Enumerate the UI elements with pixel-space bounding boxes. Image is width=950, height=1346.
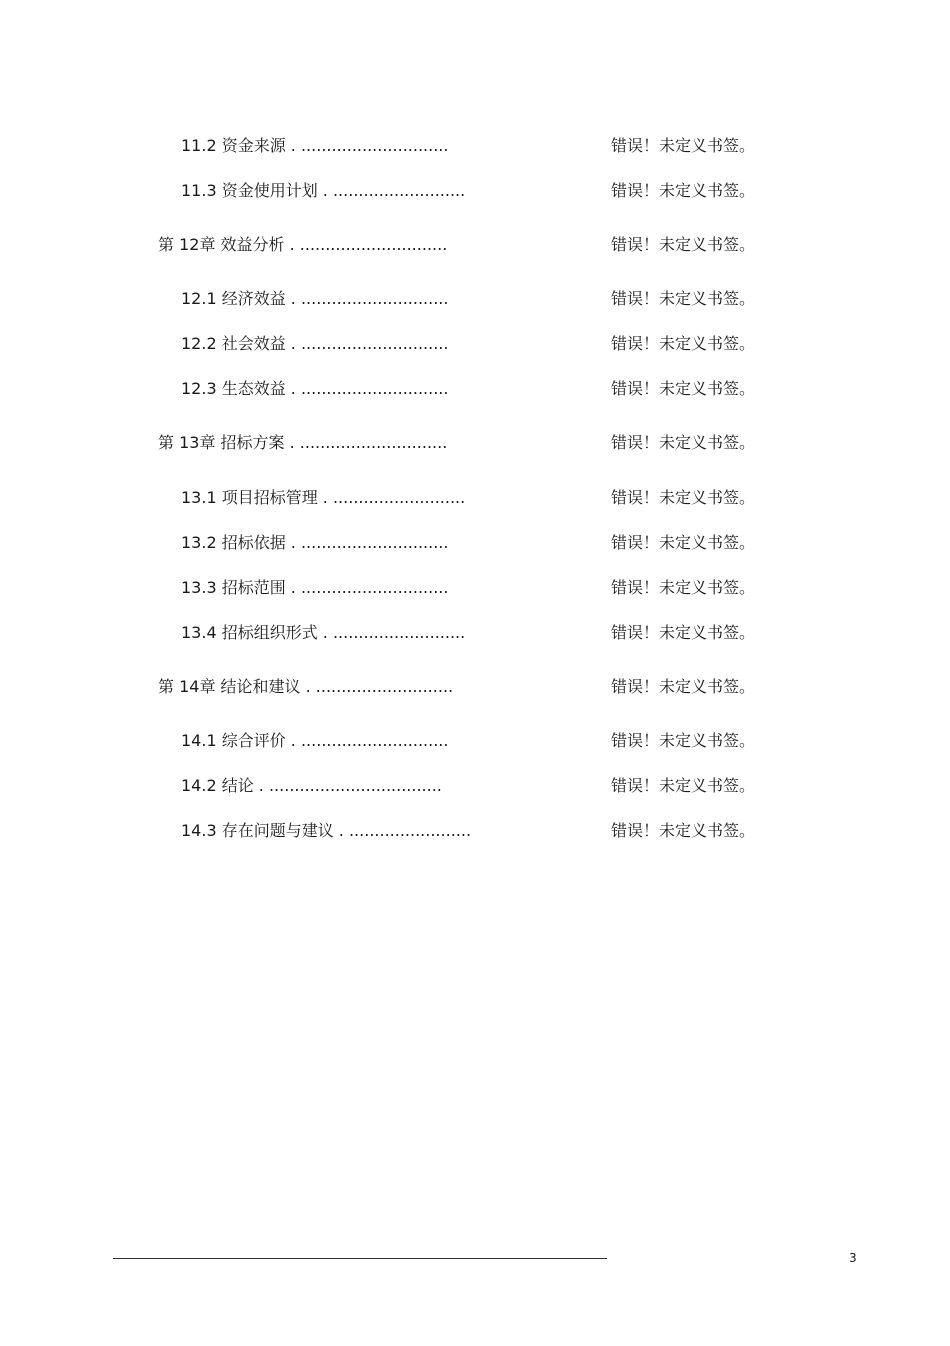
toc-entry-page-ref: 错误！未定义书签。 (611, 821, 756, 840)
page-number: 3 (849, 1251, 857, 1265)
toc-entry-page-ref: 错误！未定义书签。 (611, 533, 756, 552)
toc-entry-page-ref: 错误！未定义书签。 (611, 289, 756, 308)
toc-entry-label: 第 12章 效益分析 . ............................. (158, 235, 448, 254)
toc-entry-11-2[interactable] (0, 133, 950, 159)
toc-entry-page-ref: 错误！未定义书签。 (611, 488, 756, 507)
toc-entry-label: 11.3 资金使用计划 . .......................... (181, 181, 466, 200)
toc-entry-label: 14.1 综合评价 . ............................. (181, 731, 449, 750)
toc-entry-chapter-13[interactable] (0, 430, 950, 456)
toc-entry-label: 13.1 项目招标管理 . .......................... (181, 488, 466, 507)
toc-entry-label: 13.3 招标范围 . ............................. (181, 578, 449, 597)
toc-entry-label: 12.1 经济效益 . ............................. (181, 289, 449, 308)
toc-entry-13-3[interactable] (0, 575, 950, 601)
toc-entry-page-ref: 错误！未定义书签。 (611, 379, 756, 398)
toc-entry-label: 第 13章 招标方案 . ............................. (158, 433, 448, 452)
toc-entry-label: 14.2 结论 . .................................. (181, 776, 442, 795)
toc-entry-page-ref: 错误！未定义书签。 (611, 677, 756, 696)
toc-entry-label: 第 14章 结论和建议 . ........................... (158, 677, 454, 696)
toc-entry-label: 12.2 社会效益 . ............................. (181, 334, 449, 353)
toc-entry-label: 14.3 存在问题与建议 . ........................ (181, 821, 472, 840)
toc-entry-chapter-12[interactable] (0, 232, 950, 258)
toc-entry-page-ref: 错误！未定义书签。 (611, 578, 756, 597)
toc-entry-14-3[interactable] (0, 818, 950, 844)
toc-entry-14-1[interactable] (0, 728, 950, 754)
toc-entry-13-1[interactable] (0, 485, 950, 511)
toc-entry-13-4[interactable] (0, 620, 950, 646)
toc-entry-page-ref: 错误！未定义书签。 (611, 623, 756, 642)
toc-entry-page-ref: 错误！未定义书签。 (611, 433, 756, 452)
toc-entry-11-3[interactable] (0, 178, 950, 204)
toc-entry-label: 12.3 生态效益 . ............................. (181, 379, 449, 398)
footer-rule (113, 1258, 607, 1259)
toc-entry-page-ref: 错误！未定义书签。 (611, 334, 756, 353)
toc-entry-page-ref: 错误！未定义书签。 (611, 136, 756, 155)
toc-entry-chapter-14[interactable] (0, 674, 950, 700)
toc-entry-page-ref: 错误！未定义书签。 (611, 731, 756, 750)
toc-entry-label: 13.4 招标组织形式 . .......................... (181, 623, 466, 642)
toc-entry-label: 13.2 招标依据 . ............................. (181, 533, 449, 552)
toc-entry-12-3[interactable] (0, 376, 950, 402)
toc-entry-page-ref: 错误！未定义书签。 (611, 776, 756, 795)
toc-entry-label: 11.2 资金来源 . ............................. (181, 136, 449, 155)
toc-entry-13-2[interactable] (0, 530, 950, 556)
toc-entry-page-ref: 错误！未定义书签。 (611, 181, 756, 200)
toc-entry-14-2[interactable] (0, 773, 950, 799)
toc-entry-12-2[interactable] (0, 331, 950, 357)
toc-entry-12-1[interactable] (0, 286, 950, 312)
toc-entry-page-ref: 错误！未定义书签。 (611, 235, 756, 254)
